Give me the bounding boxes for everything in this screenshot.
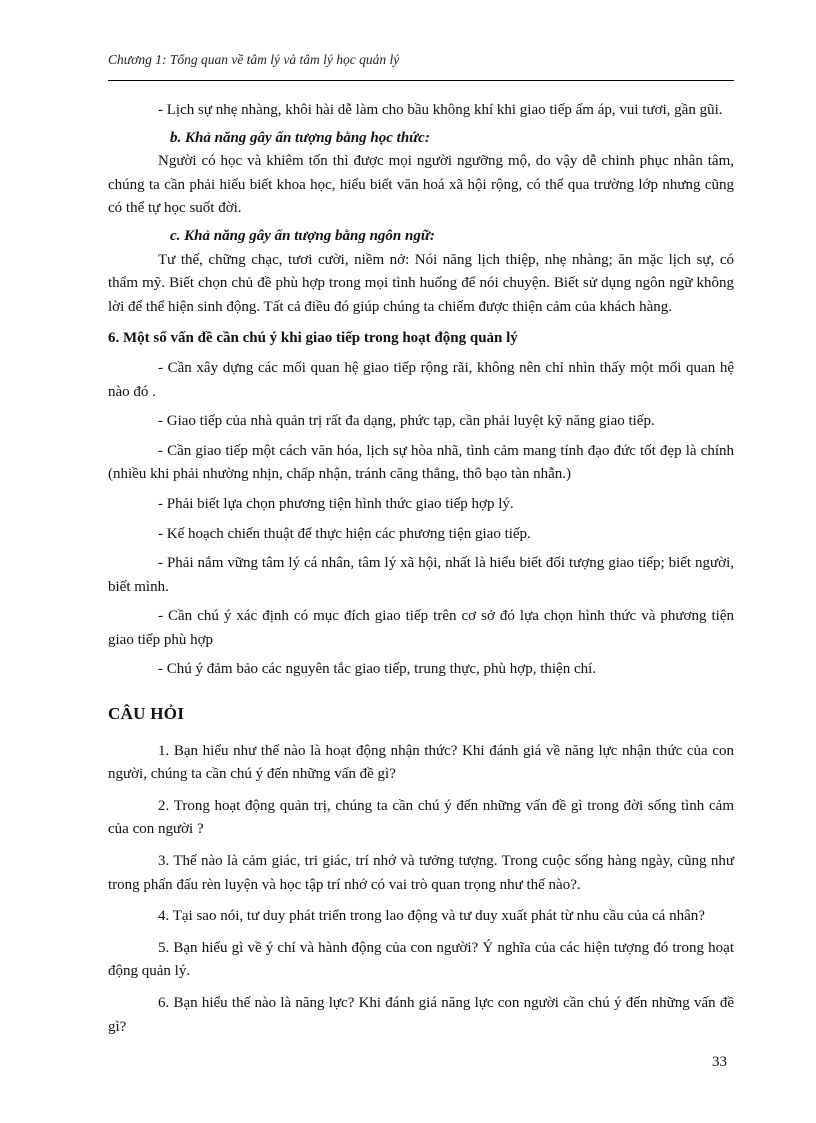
paragraph-language: Tư thế, chững chạc, tươi cười, niềm nở: Nói năng lịch thiệp, nhẹ nhàng; ăn mặc lịch sự, có thẩm mỹ. Biết chọn chủ đề phù hợp trong mọi tình huống để nói chuyện. Biết sử dụng ngôn ngữ không lời để thể hiện sinh động. Tất cả điều đó giúp chúng ta chiếm được thiện cảm của khách hàng. xyxy=(108,251,734,315)
question-item: 3. Thế nào là cảm giác, tri giác, trí nhớ và tưởng tượng. Trong cuộc sống hàng ngày, cũng như trong phấn đấu rèn luyện và học tập trí nhớ có vai trò quan trọng như thế nào?. xyxy=(108,853,734,893)
question-item: 4. Tại sao nói, tư duy phát triển trong lao động và tư duy xuất phát từ nhu cầu của cá nhân? xyxy=(158,908,705,925)
question-item: 6. Bạn hiểu thế nào là năng lực? Khi đánh giá năng lực con người cần chú ý đến những vấn đề gì? xyxy=(108,995,734,1035)
bullet-item: - Phải nắm vững tâm lý cá nhân, tâm lý xã hội, nhất là hiểu biết đối tượng giao tiếp; biết người, biết mình. xyxy=(108,555,734,595)
bullet-item: - Kế hoạch chiến thuật để thực hiện các phương tiện giao tiếp. xyxy=(158,525,531,542)
paragraph-learning: Người có học và khiêm tốn thì được mọi người ngưỡng mộ, do vậy dễ chinh phục nhân tâm, chúng ta cần phải hiểu biết khoa học, hiểu biết văn hoá xã hội rộng, có thể qua trường lớp nhưng cũng có thể tự học suốt đời. xyxy=(108,153,734,217)
page-number: 33 xyxy=(712,1054,727,1070)
header-rule xyxy=(108,80,734,81)
bullet-item: - Cần giao tiếp một cách văn hóa, lịch sự hòa nhã, tình cảm mang tính đạo đức tốt đẹp là chính (nhiều khi phải nhường nhịn, chấp nhận, tránh căng thẳng, thô bạo tàn nhẫn.) xyxy=(108,442,734,483)
section-6-heading: 6. Một số vấn đề cần chú ý khi giao tiếp trong hoạt động quản lý xyxy=(108,330,518,347)
running-header: Chương 1: Tổng quan về tâm lý và tâm lý học quản lý xyxy=(108,52,400,67)
bullet-item: - Cần xây dựng các mối quan hệ giao tiếp rộng rãi, không nên chỉ nhìn thấy một mối quan hệ nào đó . xyxy=(108,359,734,400)
questions-heading: CÂU HỎI xyxy=(108,704,185,724)
page-content xyxy=(108,99,734,1039)
bullet-item: - Cần chú ý xác định có mục đích giao tiếp trên cơ sở đó lựa chọn hình thức và phương tiện giao tiếp phù hợp xyxy=(108,608,734,648)
subheading-c: c. Khả năng gây ấn tượng bằng ngôn ngữ: xyxy=(170,227,435,244)
question-item: 5. Bạn hiểu gì về ý chí và hành động của con người? Ý nghĩa của các hiện tượng đó trong hoạt động quản lý. xyxy=(108,939,734,980)
bullet-item: - Chú ý đảm bảo các nguyên tắc giao tiếp, trung thực, phù hợp, thiện chí. xyxy=(158,661,597,678)
bullet-item: - Giao tiếp của nhà quản trị rất đa dạng, phức tạp, cần phải luyệt kỹ năng giao tiếp. xyxy=(158,413,655,430)
subheading-b: b. Khả năng gây ấn tượng bằng học thức: xyxy=(170,129,430,146)
question-item: 2. Trong hoạt động quản trị, chúng ta cần chú ý đến những vấn đề gì trong đời sống tình cảm của con người ? xyxy=(108,797,734,838)
bullet-item: - Phải biết lựa chọn phương tiện hình thức giao tiếp hợp lý. xyxy=(158,495,514,512)
paragraph-politeness: - Lịch sự nhẹ nhàng, khôi hài dễ làm cho bầu không khí khi giao tiếp ấm áp, vui tươi, gần gũi. xyxy=(158,102,723,118)
question-item: 1. Bạn hiểu như thế nào là hoạt động nhận thức? Khi đánh giá về năng lực nhận thức của con người, chúng ta cần chú ý đến những vấn đề gì? xyxy=(108,742,734,783)
